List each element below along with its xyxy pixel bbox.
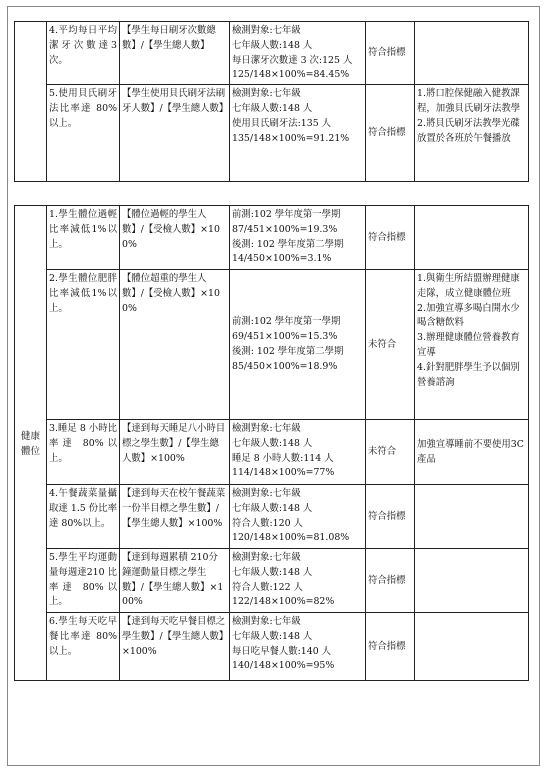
measurement-data: 檢測對象:七年級 七年級人數:148 人 每日潔牙次數達 3 次:125 人 125/148×100%=84.45% — [230, 22, 366, 85]
strategy-cell — [415, 485, 529, 549]
table-row — [15, 270, 529, 420]
formula-cell: 【體位過輕的學生人數】/【受檢人數】×100% — [120, 206, 230, 270]
strategy-cell — [415, 206, 529, 270]
formula-cell: 【達到每天吃早餐目標之學生數】/【學生總人數】×100% — [120, 613, 230, 681]
result-cell: 符合指標 — [366, 22, 415, 85]
formula-cell: 【達到每天睡足八小時目標之學生數】/【學生總人數】×100% — [120, 420, 230, 485]
result-cell: 未符合 — [366, 420, 415, 485]
result-cell: 未符合 — [366, 270, 415, 420]
indicator-item: 4.平均每日平均潔牙次數達3次。 — [47, 22, 120, 85]
table-row — [15, 485, 529, 549]
measurement-data: 檢測對象:七年級 七年級人數:148 人 使用貝氏刷牙法:135 人 135/148×100%=91.21% — [230, 85, 366, 182]
measurement-data: 檢測對象:七年級 七年級人數:148 人 符合人數:122 人 122/148×100%=82% — [230, 549, 366, 613]
formula-cell: 【達到每天在校午餐蔬菜一份半目標之學生數】/【學生總人數】×100% — [120, 485, 230, 549]
strategy-cell — [415, 549, 529, 613]
table-row — [15, 85, 529, 182]
measurement-data: 檢測對象:七年級 七年級人數:148 人 每日吃早餐人數:140 人 140/148×100%=95% — [230, 613, 366, 681]
result-cell: 符合指標 — [366, 549, 415, 613]
indicator-item: 4.午餐蔬菜量攝取達 1.5 份比率達 80%以上。 — [47, 485, 120, 549]
table-row — [15, 22, 529, 85]
table-row — [15, 613, 529, 681]
measurement-data: 檢測對象:七年級 七年級人數:148 人 睡足 8 小時人數:114 人 114/148×100%=77% — [230, 420, 366, 485]
indicator-table-healthy-weight — [14, 205, 529, 681]
category-health-weight: 健康體位 — [15, 206, 47, 681]
table-row — [15, 549, 529, 613]
table-row — [15, 420, 529, 485]
strategy-cell: 加強宣導睡前不要使用3C產品 — [415, 420, 529, 485]
strategy-cell — [415, 613, 529, 681]
strategy-cell: 1.將口腔保健融入健教課程，加強貝氏刷牙法教學 2.將貝氏刷牙法教學光碟放置於各班於午餐播放 — [415, 85, 529, 182]
measurement-data: 檢測對象:七年級 七年級人數:148 人 符合人數:120 人 120/148×100%=81.08% — [230, 485, 366, 549]
indicator-item: 5.學生平均運動量每週達210 比率達 80%以上。 — [47, 549, 120, 613]
strategy-cell — [415, 22, 529, 85]
indicator-item: 1.學生體位過輕比率減低1%以上。 — [47, 206, 120, 270]
indicator-table-oral-health — [14, 21, 529, 182]
formula-cell: 【學生使用貝氏刷牙法刷牙人數】/【學生總人數】 — [120, 85, 230, 182]
indicator-item: 6.學生每天吃早餐比率達 80%以上。 — [47, 613, 120, 681]
measurement-data: 前測:102 學年度第一學期 87/451×100%=19.3% 後測: 102 學年度第二學期 14/450×100%=3.1% — [230, 206, 366, 270]
formula-cell: 【達到每週累積 210分鐘運動量目標之學生數】/【學生總人數】×100% — [120, 549, 230, 613]
formula-cell: 【體位超重的學生人數】/【受檢人數】×100% — [120, 270, 230, 420]
category-cell — [15, 22, 47, 182]
indicator-item: 2.學生體位肥胖比率減低1%以上。 — [47, 270, 120, 420]
indicator-item: 5.使用貝氏刷牙法比率達 80%以上。 — [47, 85, 120, 182]
table-row — [15, 206, 529, 270]
indicator-item: 3.睡足 8 小時比率達 80%以上。 — [47, 420, 120, 485]
result-cell: 符合指標 — [366, 485, 415, 549]
result-cell: 符合指標 — [366, 85, 415, 182]
strategy-cell: 1.與衛生所結盟辦理健康走隊，成立健康體位班 2.加強宣導多喝白開水少喝含糖飲料 3.辦理健康體位營養教育宣導 4.針對肥胖學生予以個別營養諮詢 — [415, 270, 529, 420]
formula-cell: 【學生每日刷牙次數總數】/【學生總人數】 — [120, 22, 230, 85]
result-cell: 符合指標 — [366, 613, 415, 681]
measurement-data: 前測:102 學年度第一學期 69/451×100%=15.3% 後測: 102 學年度第二學期 85/450×100%=18.9% — [230, 270, 366, 420]
result-cell: 符合指標 — [366, 206, 415, 270]
